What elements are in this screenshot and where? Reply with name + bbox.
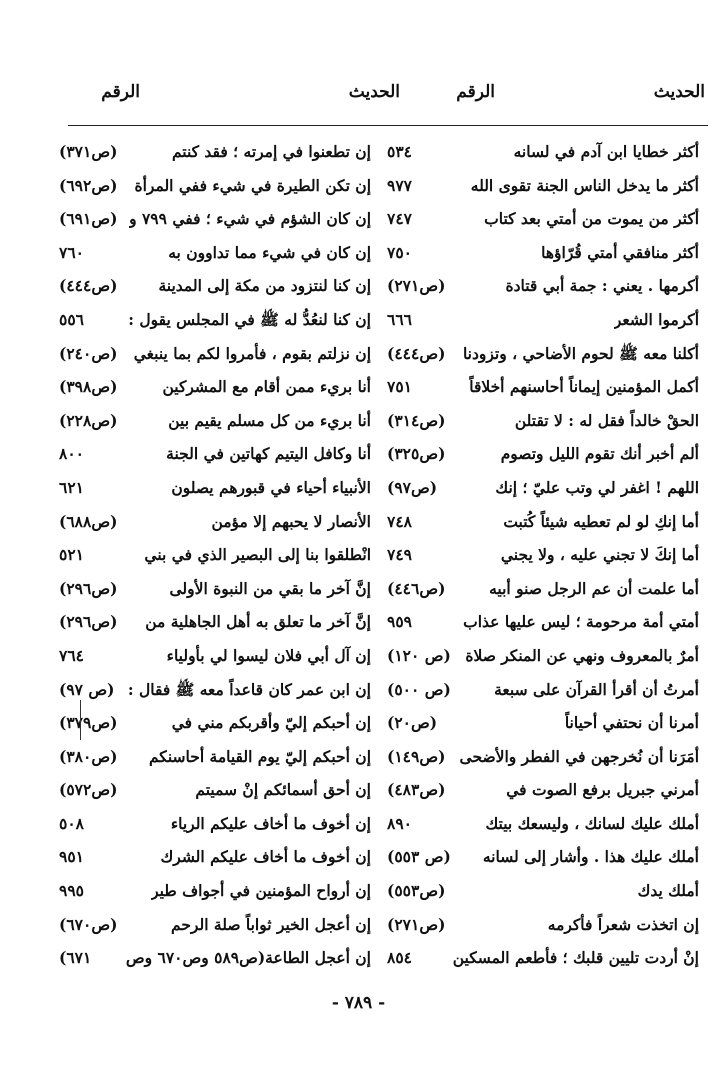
hadith-text: أما علمت أن عم الرجل صنو أبيه	[489, 578, 699, 598]
hadith-text: انْطلقوا بنا إلى البصير الذي في بني	[144, 545, 371, 565]
index-entry	[59, 236, 371, 270]
header-divider	[68, 125, 708, 126]
index-entry	[59, 202, 371, 236]
hadith-number: (ص٢٢٨)	[59, 410, 118, 430]
index-entry	[59, 437, 371, 471]
hadith-number: ٩٥١	[59, 847, 84, 867]
page-number: - ٧٨٩ -	[331, 993, 386, 1013]
index-entry	[59, 135, 371, 169]
hadith-text: أكرموا الشعر	[613, 309, 699, 329]
index-entry	[387, 807, 699, 841]
hadith-text: أمتي أمة مرحومة ؛ ليس عليها عذاب	[463, 612, 699, 632]
hadith-text: إن كان الشؤم في شيء ؛ ففي ٧٩٩ و	[129, 209, 371, 229]
index-entry	[387, 437, 699, 471]
index-entry	[387, 169, 699, 203]
hadith-text: أملك عليك هذا . وأشار إلى لسانه	[482, 847, 699, 867]
hadith-text: الأنصار لا يحبهم إلا مؤمن	[211, 511, 371, 531]
index-entry	[59, 337, 371, 371]
hadith-number: (ص٢٩٦)	[59, 612, 118, 632]
hadith-text: أكمل المؤمنين إيماناً أحاسنهم أخلاقاً	[469, 377, 699, 397]
hadith-text: إن أعجل الخير ثواباً صلة الرحم	[171, 914, 371, 934]
hadith-number: (ص٦٩٢)	[59, 175, 118, 195]
index-entry	[387, 673, 699, 707]
hadith-number: ٥٢١	[59, 545, 84, 565]
hadith-number: (ص٢٧١)	[387, 914, 446, 934]
index-entry	[387, 135, 699, 169]
index-entry	[387, 538, 699, 572]
hadith-text: إنَّ آخر ما تعلق به أهل الجاهلية من	[145, 612, 371, 632]
index-entry	[59, 404, 371, 438]
index-entry	[387, 639, 699, 673]
index-entry	[59, 941, 371, 975]
hadith-text: الحقْ خالداً فقل له : لا تقتلن	[514, 410, 699, 430]
hadith-text: أملك يدك	[637, 881, 699, 901]
hadith-number: (ص٦٧٠)	[59, 914, 118, 934]
header-hadith-left: الحديث	[348, 82, 400, 102]
index-entry	[387, 236, 699, 270]
hadith-text: إن أخوف ما أخاف عليكم الشرك	[160, 847, 371, 867]
hadith-text: أنا بريء من كل مسلم يقيم بين	[168, 410, 371, 430]
index-entry	[59, 908, 371, 942]
hadith-number: (ص٢٧١)	[387, 276, 446, 296]
index-entry	[59, 505, 371, 539]
hadith-text: أملك عليك لسانك ، وليسعك بيتك	[485, 813, 699, 833]
hadith-number: ٦٦٦	[387, 309, 412, 329]
hadith-number: (ص٥٥٣)	[387, 881, 446, 901]
hadith-text: إن أحق أسمائكم إنْ سميتم	[195, 780, 371, 800]
hadith-text: إنَّ آخر ما بقي من النبوة الأولى	[169, 578, 371, 598]
hadith-number: (ص٣٢٥)	[387, 444, 446, 464]
index-entry	[387, 908, 699, 942]
right-column	[387, 135, 699, 975]
hadith-number: ٩٧٧	[387, 175, 412, 195]
hadith-text: إن أحبكم إليّ وأقربكم مني في	[171, 713, 371, 733]
index-entry	[387, 874, 699, 908]
hadith-text: إن كنا لنعُدُّ له ﷺ في المجلس يقول :	[128, 309, 371, 329]
hadith-number: ٥٥٦	[59, 309, 84, 329]
hadith-number: (ص٣٩٨)	[59, 377, 118, 397]
index-entry	[387, 505, 699, 539]
index-entry	[387, 840, 699, 874]
hadith-number: (ص٦٩١)	[59, 209, 118, 229]
hadith-number: (ص٥٧٢)	[59, 780, 118, 800]
hadith-text: إن تكن الطيرة في شيء ففي المرأة	[134, 175, 371, 195]
hadith-number: ٧٥٠	[387, 242, 412, 262]
index-entry	[387, 269, 699, 303]
hadith-text: إن أرواح المؤمنين في أجواف طير	[151, 881, 371, 901]
hadith-text: أمرٌ بالمعروف ونهي عن المنكر صلاة	[465, 645, 699, 665]
hadith-text: إن أخوف ما أخاف عليكم الرياء	[170, 813, 371, 833]
hadith-number: ٧٦٠	[59, 242, 84, 262]
hadith-text: أنا بريء ممن أقام مع المشركين	[162, 377, 371, 397]
hadith-number: ٩٥٩	[387, 612, 412, 632]
hadith-number: ٥٣٤	[387, 142, 412, 161]
index-entry	[59, 605, 371, 639]
hadith-number: ٧٦٤	[59, 645, 84, 665]
margin-mark	[80, 700, 81, 740]
hadith-number: (ص٣٨٠)	[59, 746, 118, 766]
index-entry	[59, 269, 371, 303]
header-raqm-right: الرقم	[456, 82, 495, 102]
hadith-text: إن كنا لنتزود من مكة إلى المدينة	[158, 276, 371, 296]
hadith-number: (ص١٤٩)	[387, 746, 446, 766]
index-entry	[387, 370, 699, 404]
left-column	[59, 135, 371, 975]
hadith-text: أما إنكِ لو لم تعطيه شيئاً كُتبت	[503, 511, 699, 531]
hadith-text: الأنبياء أحياء في قبورهم يصلون	[171, 477, 371, 497]
hadith-text: أمَرَنا أن نُخرجهن في الفطر والأضحى	[459, 746, 699, 766]
index-entry	[387, 941, 699, 975]
index-entry	[387, 740, 699, 774]
hadith-number: (ص٣٧٩)	[59, 713, 118, 733]
hadith-text: اللهم ! اغفر لي وتب عليّ ؛ إنك	[495, 477, 699, 497]
hadith-number: ٧٥١	[387, 377, 412, 397]
hadith-text: ألم أخبر أنك تقوم الليل وتصوم	[500, 444, 699, 464]
index-entry	[387, 471, 699, 505]
hadith-number: ٨٥٤	[387, 948, 412, 968]
index-entry	[59, 639, 371, 673]
index-entry	[59, 370, 371, 404]
hadith-number: (ص٢٤٠)	[59, 343, 118, 363]
hadith-text: إن كان في شيء مما تداوون به	[168, 242, 371, 262]
hadith-text: إنْ أردت تليين قلبك ؛ فأطعم المسكين	[452, 948, 699, 968]
index-entry	[387, 337, 699, 371]
hadith-number: (ص٩٧)	[387, 477, 438, 497]
index-entry	[59, 740, 371, 774]
hadith-number: ٦٧١)	[59, 948, 92, 968]
header-hadith-right: الحديث	[653, 82, 705, 102]
hadith-text: إن نزلتم بقوم ، فأمروا لكم بما ينبغي	[133, 343, 371, 363]
hadith-text: إن آل أبي فلان ليسوا لي بأولياء	[166, 645, 371, 665]
index-entry	[59, 874, 371, 908]
index-entry	[59, 840, 371, 874]
hadith-number: ٨٩٠	[387, 813, 412, 833]
index-entry	[59, 471, 371, 505]
hadith-number: (ص٢٩٦)	[59, 578, 118, 598]
hadith-text: إن تطعنوا في إمرته ؛ فقد كنتم	[171, 142, 371, 161]
hadith-text: أمرني جبريل برفع الصوت في	[506, 780, 699, 800]
index-entry	[59, 169, 371, 203]
hadith-text: أكثر ما يدخل الناس الجنة تقوى الله	[470, 175, 699, 195]
hadith-text: أكرمها . يعني : جمة أبي قتادة	[505, 276, 699, 296]
hadith-text: إن اتخذت شعراً فأكرمه	[547, 914, 699, 934]
index-entry	[59, 303, 371, 337]
hadith-number: (ص٤٨٣)	[387, 780, 446, 800]
hadith-text: أما إنكَ لا تجني عليه ، ولا يجني	[500, 545, 699, 565]
hadith-text: أكثر من يموت من أمتي بعد كتاب	[484, 209, 699, 229]
hadith-text: أمرتُ أن أقرأ القرآن على سبعة	[494, 679, 699, 699]
hadith-number: (ص ٥٠٠)	[387, 679, 451, 699]
hadith-text: أمرنا أن نحتفي أحياناً	[564, 713, 699, 733]
hadith-number: (ص٦٨٨)	[59, 511, 118, 531]
hadith-number: ٩٩٥	[59, 881, 84, 901]
hadith-number: (ص٤٤٤)	[387, 343, 446, 363]
index-entry	[59, 706, 371, 740]
hadith-number: ٧٤٧	[387, 209, 412, 229]
hadith-number: (ص٤٤٦)	[387, 578, 446, 598]
index-entry	[387, 706, 699, 740]
index-entry	[59, 773, 371, 807]
index-entry	[387, 605, 699, 639]
index-entry	[387, 572, 699, 606]
hadith-number: (ص ١٢٠)	[387, 645, 451, 665]
index-entry	[59, 673, 371, 707]
hadith-number: (ص٤٤٤)	[59, 276, 118, 296]
hadith-number: ٧٤٩	[387, 545, 412, 565]
hadith-number: (ص٣١٤)	[387, 410, 446, 430]
hadith-number: ٦٢١	[59, 477, 84, 497]
header-raqm-left: الرقم	[101, 82, 140, 102]
index-entry	[387, 773, 699, 807]
index-entry	[59, 807, 371, 841]
hadith-number: ٥٠٨	[59, 813, 84, 833]
hadith-text: أكلنا معه ﷺ لحوم الأضاحي ، وتزودنا	[462, 343, 699, 363]
hadith-text: أكثر خطايا ابن آدم في لسانه	[513, 142, 699, 161]
index-entry	[387, 202, 699, 236]
hadith-number: (ص ٥٥٣)	[387, 847, 451, 867]
hadith-text: أكثر منافقي أمتي قُرّاؤها	[541, 242, 699, 262]
hadith-text: إن أعجل الطاعة(ص٥٨٩ وص٦٧٠ وص	[125, 948, 371, 968]
hadith-text: إن ابن عمر كان قاعداً معه ﷺ فقال :	[127, 679, 371, 699]
hadith-text: أنا وكافل اليتيم كهاتين في الجنة	[166, 444, 371, 464]
hadith-number: (ص ٩٧)	[59, 679, 115, 699]
hadith-number: (ص٣٧١)	[59, 142, 118, 161]
index-entry	[387, 303, 699, 337]
index-entry	[387, 404, 699, 438]
hadith-number: (ص٢٠)	[387, 713, 438, 733]
index-entry	[59, 538, 371, 572]
hadith-number: ٨٠٠	[59, 444, 84, 464]
hadith-text: إن أحبكم إليّ يوم القيامة أحاسنكم	[148, 746, 371, 766]
hadith-number: ٧٤٨	[387, 511, 412, 531]
index-entry	[59, 572, 371, 606]
column-headers	[50, 82, 705, 122]
